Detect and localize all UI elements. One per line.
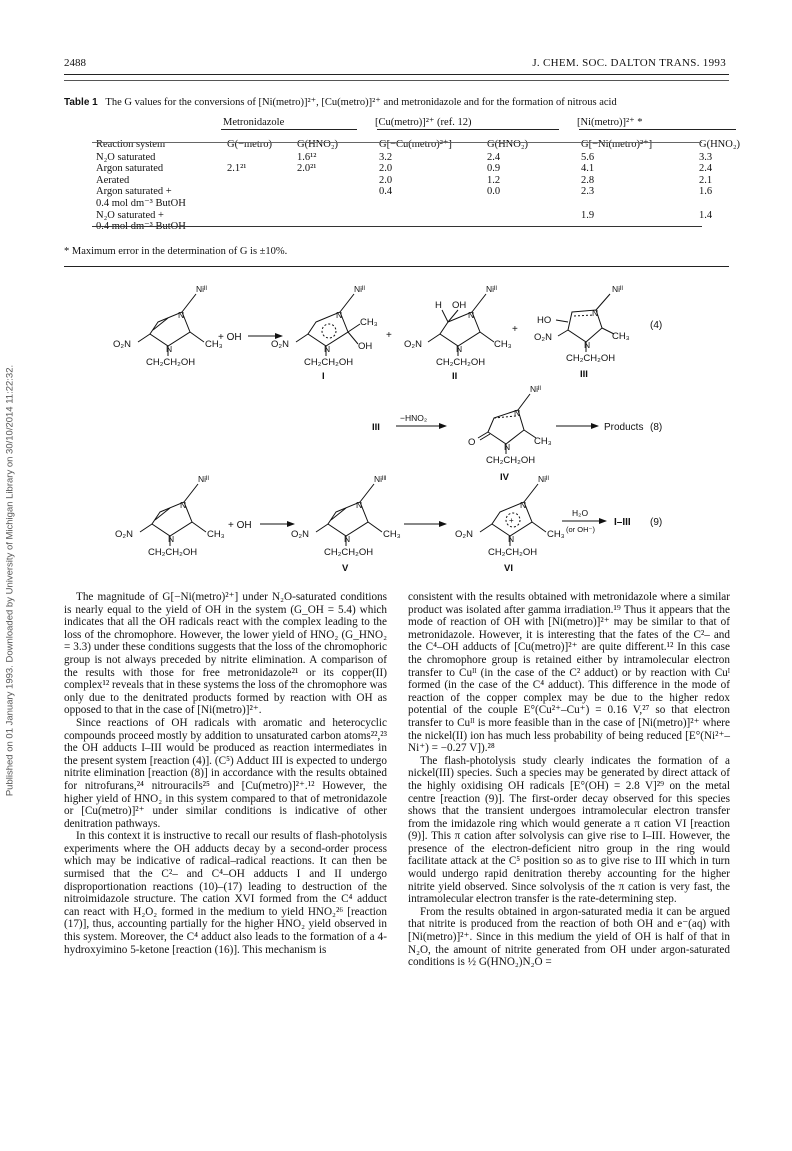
svg-text:Niᴵᴵ: Niᴵᴵ [196, 284, 207, 294]
svg-text:CH₃: CH₃ [360, 317, 378, 328]
svg-text:H₂O: H₂O [572, 508, 589, 518]
table-row: Aerated 2.0 1.2 2.8 2.1 [96, 174, 713, 186]
table-footnote: * Maximum error in the determination of G is ±10%. [64, 246, 288, 257]
paragraph: The magnitude of G[−Ni(metro)²⁺] under N₂O-saturated conditions is nearly equal to the yield of OH in the system (G_OH = 5.4) which indicates that all the OH radicals react with the complex leading to the loss of the chromophore. However, the lower yield of HNO₂ (G_HNO₂ = 3.3) under these conditions suggests that the loss of the chromophoric group is not always preceded by nitrite elimination. A comparison of the results with those for free metronidazole²¹ or its copper(II) complex¹² reveals that in these systems the loss of the chromophore was only due to the denitrated products formed by reaction with OH as opposed to that in the case of [Ni(metro)]²⁺. [64, 591, 387, 717]
svg-text:CH₂CH₂OH: CH₂CH₂OH [146, 357, 196, 368]
paragraph: From the results obtained in argon-saturated media it can be argued that nitrite is produced from the reaction of both OH and e⁻(aq) with [Ni(metro)]²⁺. Since in this medium the yield of OH is half of that in N₂O, the amount of nitrite generated from OH under argon-saturated conditions is ½ G(HNO₂)N₂O = [408, 905, 730, 969]
svg-text:CH₂CH₂OH: CH₂CH₂OH [304, 357, 354, 368]
body-column-left [64, 591, 387, 956]
svg-text:III: III [372, 422, 380, 433]
svg-text:+: + [386, 330, 392, 341]
reaction-scheme [0, 270, 792, 585]
svg-text:O₂N: O₂N [115, 529, 133, 540]
paragraph: consistent with the results obtained with metronidazole where a similar product was isolated after gamma irradiation.¹⁹ Thus it appears that the mode of reaction of OH with [Ni(metro)]²⁺ may be similar to that of metronidazole. However, it is interesting that the fates of the C²– and the C⁴–OH adducts of [Cu(metro)]²⁺ are quite different.¹² In this case the chromophore group is retained either by intramolecular electron transfer to Cuᴵᴵ (in the case of the C² adduct) or by reaction with Cuᴵ formed (in the case of the C⁴ adduct). This difference in the mode of reaction of the copper complex may be due to the higher redox potential of the couple E°(Cu²⁺–Cu⁺) = 0.16 V,²⁷ so that electron transfer to Cuᴵᴵ is more feasible than in the case of [Ni(metro)]²⁺ where the nickel(II) ion has much less probability of being reduced [E°(Ni²⁺–Ni⁺) = −0.27 V]).²⁸ [408, 591, 730, 755]
paragraph: Since reactions of OH radicals with aromatic and heterocyclic compounds proceed mostly by addition to unsaturated carbon atoms²²,²³ the OH adducts I–III would be produced as reaction intermediates in the present system [reaction (4)]. (C⁵) Adduct III is expected to undergo nitrite elimination [reaction (8)] in accordance with the results obtained for nitrofurans,²⁴ nitrouracils²⁵ and [Cu(metro)]²⁺.¹² However, the higher yield of HNO₂ in this system compared to that of metronidazole or [Cu(metro)]²⁺ under similar conditions is indicative of other denitration pathways. [64, 716, 387, 830]
table-row: Argon saturated 2.1²¹ 2.0²¹ 2.0 0.9 4.1 2.4 [96, 163, 713, 175]
svg-text:Niᴵᴵ: Niᴵᴵ [198, 474, 209, 484]
svg-text:CH₃: CH₃ [612, 331, 630, 342]
svg-text:N: N [168, 534, 175, 544]
svg-text:Niᴵᴵ: Niᴵᴵ [538, 474, 549, 484]
svg-text:N: N [336, 310, 343, 320]
col-header: G(HNO₂) [487, 138, 528, 150]
table-caption-text: The G values for the conversions of [Ni(metro)]²⁺, [Cu(metro)]²⁺ and metronidazole and for the formation of nitrous acid [105, 97, 617, 108]
oh-adduct-ii [404, 284, 512, 382]
svg-text:N: N [344, 534, 351, 544]
svg-text:CH₃: CH₃ [383, 529, 401, 540]
eq-number-9: (9) [650, 517, 663, 528]
svg-text:O₂N: O₂N [271, 339, 289, 350]
svg-text:CH₂CH₂OH: CH₂CH₂OH [148, 547, 198, 558]
svg-text:O₂N: O₂N [534, 332, 552, 343]
svg-text:+ OH: + OH [228, 520, 252, 531]
svg-text:Niᴵᴵ: Niᴵᴵ [486, 284, 497, 294]
svg-text:N: N [504, 442, 511, 452]
oh-adduct-iii [534, 284, 630, 380]
svg-text:H: H [435, 300, 442, 311]
svg-text:+: + [509, 516, 514, 525]
svg-text:O: O [468, 437, 476, 448]
col-header: G[−Cu(metro)²⁺] [379, 138, 452, 150]
svg-text:N: N [356, 500, 363, 510]
svg-text:CH₂CH₂OH: CH₂CH₂OH [488, 547, 538, 558]
nickel-iii-species-v [291, 474, 401, 574]
section-rule [64, 266, 729, 267]
eq-number-4: (4) [650, 320, 663, 331]
svg-text:CH₃: CH₃ [494, 339, 512, 350]
group-cu-metro: [Cu(metro)]²⁺ (ref. 12) [375, 117, 472, 128]
svg-text:CH₂CH₂OH: CH₂CH₂OH [436, 357, 486, 368]
svg-text:HO: HO [537, 315, 552, 326]
label-iii: III [580, 369, 588, 380]
svg-text:N: N [324, 344, 331, 354]
svg-text:O₂N: O₂N [113, 339, 131, 350]
svg-text:CH₂CH₂OH: CH₂CH₂OH [566, 353, 616, 364]
eq-number-8: (8) [650, 422, 663, 433]
svg-text:N: N [514, 408, 521, 418]
svg-text:(or OH⁻): (or OH⁻) [566, 525, 595, 534]
svg-text:CH₃: CH₃ [547, 529, 565, 540]
svg-text:O₂N: O₂N [455, 529, 473, 540]
group-metronidazole: Metronidazole [223, 117, 285, 128]
svg-text:Niᴵᴵ: Niᴵᴵ [612, 284, 623, 294]
table-row: N₂O saturated + 1.9 1.4 [96, 209, 713, 221]
svg-text:Niᴵᴵᴵ: Niᴵᴵᴵ [374, 474, 387, 484]
svg-text:CH₃: CH₃ [205, 339, 223, 350]
svg-text:N: N [456, 344, 463, 354]
svg-text:N: N [592, 308, 599, 318]
col-header: G(HNO₂) [297, 138, 338, 150]
svg-text:Niᴵᴵ: Niᴵᴵ [530, 384, 541, 394]
svg-text:CH₂CH₂OH: CH₂CH₂OH [324, 547, 374, 558]
label-iv: IV [500, 472, 509, 483]
oh-adduct-i [271, 284, 378, 382]
products-label: Products [604, 422, 644, 433]
svg-text:OH: OH [358, 341, 373, 352]
paragraph: The flash-photolysis study clearly indicates the formation of a nickel(III) species. Such a species may be generated by direct attack of the highly oxidising OH radicals [E°(OH) = 2.8 V]²⁹ on the metal centre [reaction (9)]. The first-order decay observed for this species shows that the transient undergoes intramolecular electron transfer from the imidazole ring which would generate a π cation VI [reaction (9)]. This π cation after solvolysis can give rise to I–III. However, the presence of the electron-deficient nitro group in the ring would facilitate attack at the C⁵ position so as to give rise to III which in turn would undergo rapid denitration thereby accounting for the higher nitrite yield observed. Since solvolysis of the π cation is very fast, the intramolecular electron transfer is the rate-determining step. [408, 754, 730, 906]
table-bottom-rule [92, 226, 702, 227]
svg-text:OH: OH [452, 300, 467, 311]
table-header-rule [92, 142, 702, 143]
group-ni-metro: [Ni(metro)]²⁺ * [577, 117, 643, 128]
col-header: Reaction system [96, 138, 166, 150]
svg-text:N: N [508, 534, 515, 544]
metronidazole-complex-reactant [113, 284, 223, 368]
metronidazole-complex-reactant-2 [115, 474, 225, 558]
svg-text:I–III: I–III [614, 517, 631, 528]
table-row: 0.4 mol dm⁻³ ButOH [96, 197, 186, 209]
label-vi: VI [504, 563, 513, 574]
col-header: G(−metro) [227, 138, 272, 150]
table-row: Argon saturated + 0.4 0.0 2.3 1.6 [96, 186, 713, 198]
svg-text:CH₂CH₂OH: CH₂CH₂OH [486, 455, 536, 466]
svg-text:N: N [584, 340, 591, 350]
header-rule [64, 74, 729, 75]
label-v: V [342, 563, 349, 574]
plus-oh: + OH [218, 332, 242, 343]
table-row: N₂O saturated 1.6¹² 3.2 2.4 5.6 3.3 [96, 151, 713, 163]
page-number: 2488 [64, 57, 86, 69]
download-notice: Published on 01 January 1993. Downloaded by University of Michigan Library on 30/10/2014 11:22:32. [4, 364, 16, 797]
table-label: Table 1 [64, 97, 98, 108]
svg-text:O₂N: O₂N [291, 529, 309, 540]
journal-header: J. CHEM. SOC. DALTON TRANS. 1993 [532, 57, 726, 69]
body-column-right [408, 591, 730, 969]
label-i: I [322, 371, 325, 382]
svg-text:N: N [520, 500, 527, 510]
svg-text:O₂N: O₂N [404, 339, 422, 350]
svg-text:N: N [468, 310, 475, 320]
svg-text:+: + [512, 324, 518, 335]
svg-text:CH₃: CH₃ [534, 436, 552, 447]
header-rule-2 [64, 80, 729, 81]
col-header: G[−Ni(metro)²⁺] [581, 138, 653, 150]
svg-text:N: N [180, 500, 187, 510]
pi-cation-vi [455, 474, 565, 574]
table-caption [64, 96, 617, 108]
denitrated-intermediate-iv [468, 384, 552, 483]
table-row: 0.4 mol dm⁻³ ButOH [96, 221, 186, 233]
col-header: G(HNO₂) [699, 138, 740, 150]
svg-text:N: N [166, 344, 173, 354]
label-ii: II [452, 371, 458, 382]
g-values-table [92, 117, 744, 233]
svg-text:CH₃: CH₃ [207, 529, 225, 540]
minus-hno2: −HNO₂ [400, 413, 428, 423]
svg-text:Niᴵᴵ: Niᴵᴵ [354, 284, 365, 294]
svg-text:N: N [178, 310, 185, 320]
paragraph: In this context it is instructive to recall our results of flash-photolysis experiments where the OH adducts decay by a second-order process which may be indicative of radical–radical reactions. It can then be surmised that the C²– and C⁴–OH adducts I and II undergo disproportionation reactions (10)–(17) leading to destruction of the nitroimidazole structure. The cation XVI formed from the C⁴ adduct can react with H₂O₂ formed in the medium to yield HNO₂²⁶ [reaction (17)], thus, accounting partially for the higher HNO₂ yield observed in this system. Moreover, the C⁴ adduct also leads to the formation of a 4-hydroxyimino 5-ketone [reaction (16)]. This mechanism is [64, 830, 387, 956]
